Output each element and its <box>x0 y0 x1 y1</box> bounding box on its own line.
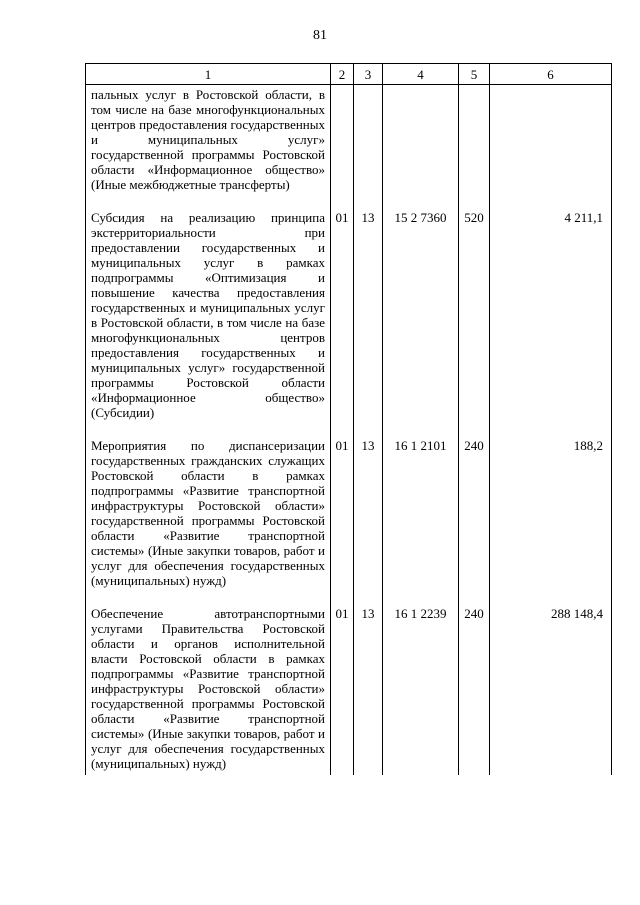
row-subsection <box>354 85 383 195</box>
row-subsection: 13 <box>354 422 383 590</box>
row-section: 01 <box>331 590 354 775</box>
row-expense-type <box>459 85 490 195</box>
row-target-article <box>383 85 459 195</box>
header-col-2: 2 <box>331 64 354 85</box>
table-header-row <box>86 64 612 85</box>
table-row <box>86 590 612 775</box>
row-subsection: 13 <box>354 590 383 775</box>
header-col-5: 5 <box>459 64 490 85</box>
row-target-article: 16 1 2239 <box>383 590 459 775</box>
header-col-3: 3 <box>354 64 383 85</box>
header-col-1: 1 <box>86 64 331 85</box>
row-description: Субсидия на реализацию принципа экстерриториальности при предоставлении государственных и муниципальных услуг в рамках подпрограммы «Оптимизация и повышение качества предоставления государственных и муниципальных услуг в Ростовской области, в том числе на базе многофункциональных центров предоставления государственных и муниципальных услуг» государственной программы Ростовской области «Информационное общество» (Субсидии) <box>86 194 331 422</box>
row-amount: 188,2 <box>490 422 612 590</box>
row-target-article: 16 1 2101 <box>383 422 459 590</box>
row-expense-type: 240 <box>459 422 490 590</box>
row-amount: 288 148,4 <box>490 590 612 775</box>
row-section: 01 <box>331 422 354 590</box>
header-col-6: 6 <box>490 64 612 85</box>
row-section: 01 <box>331 194 354 422</box>
row-amount <box>490 85 612 195</box>
table-row <box>86 194 612 422</box>
budget-table <box>85 63 612 775</box>
table-row <box>86 422 612 590</box>
row-target-article: 15 2 7360 <box>383 194 459 422</box>
table-row <box>86 85 612 195</box>
row-amount: 4 211,1 <box>490 194 612 422</box>
row-section <box>331 85 354 195</box>
row-subsection: 13 <box>354 194 383 422</box>
row-description: пальных услуг в Ростовской области, в том числе на базе многофункциональных центров предоставления государственных и муниципальных услуг» государственной программы Ростовской области «Информационное общество» (Иные межбюджетные трансферты) <box>86 85 331 195</box>
row-description: Обеспечение автотранспортными услугами Правительства Ростовской области и органов исполнительной власти Ростовской области в рамках подпрограммы «Развитие транспортной инфраструктуры Ростовской области» государственной программы Ростовской области «Развитие транспортной системы» (Иные закупки товаров, работ и услуг для обеспечения государственных (муниципальных) нужд) <box>86 590 331 775</box>
row-description: Мероприятия по диспансеризации государственных гражданских служащих Ростовской области в рамках подпрограммы «Развитие транспортной инфраструктуры Ростовской области» государственной программы Ростовской области «Развитие транспортной системы» (Иные закупки товаров, работ и услуг для обеспечения государственных (муниципальных) нужд) <box>86 422 331 590</box>
row-expense-type: 520 <box>459 194 490 422</box>
page-number: 81 <box>313 28 327 43</box>
row-expense-type: 240 <box>459 590 490 775</box>
header-col-4: 4 <box>383 64 459 85</box>
